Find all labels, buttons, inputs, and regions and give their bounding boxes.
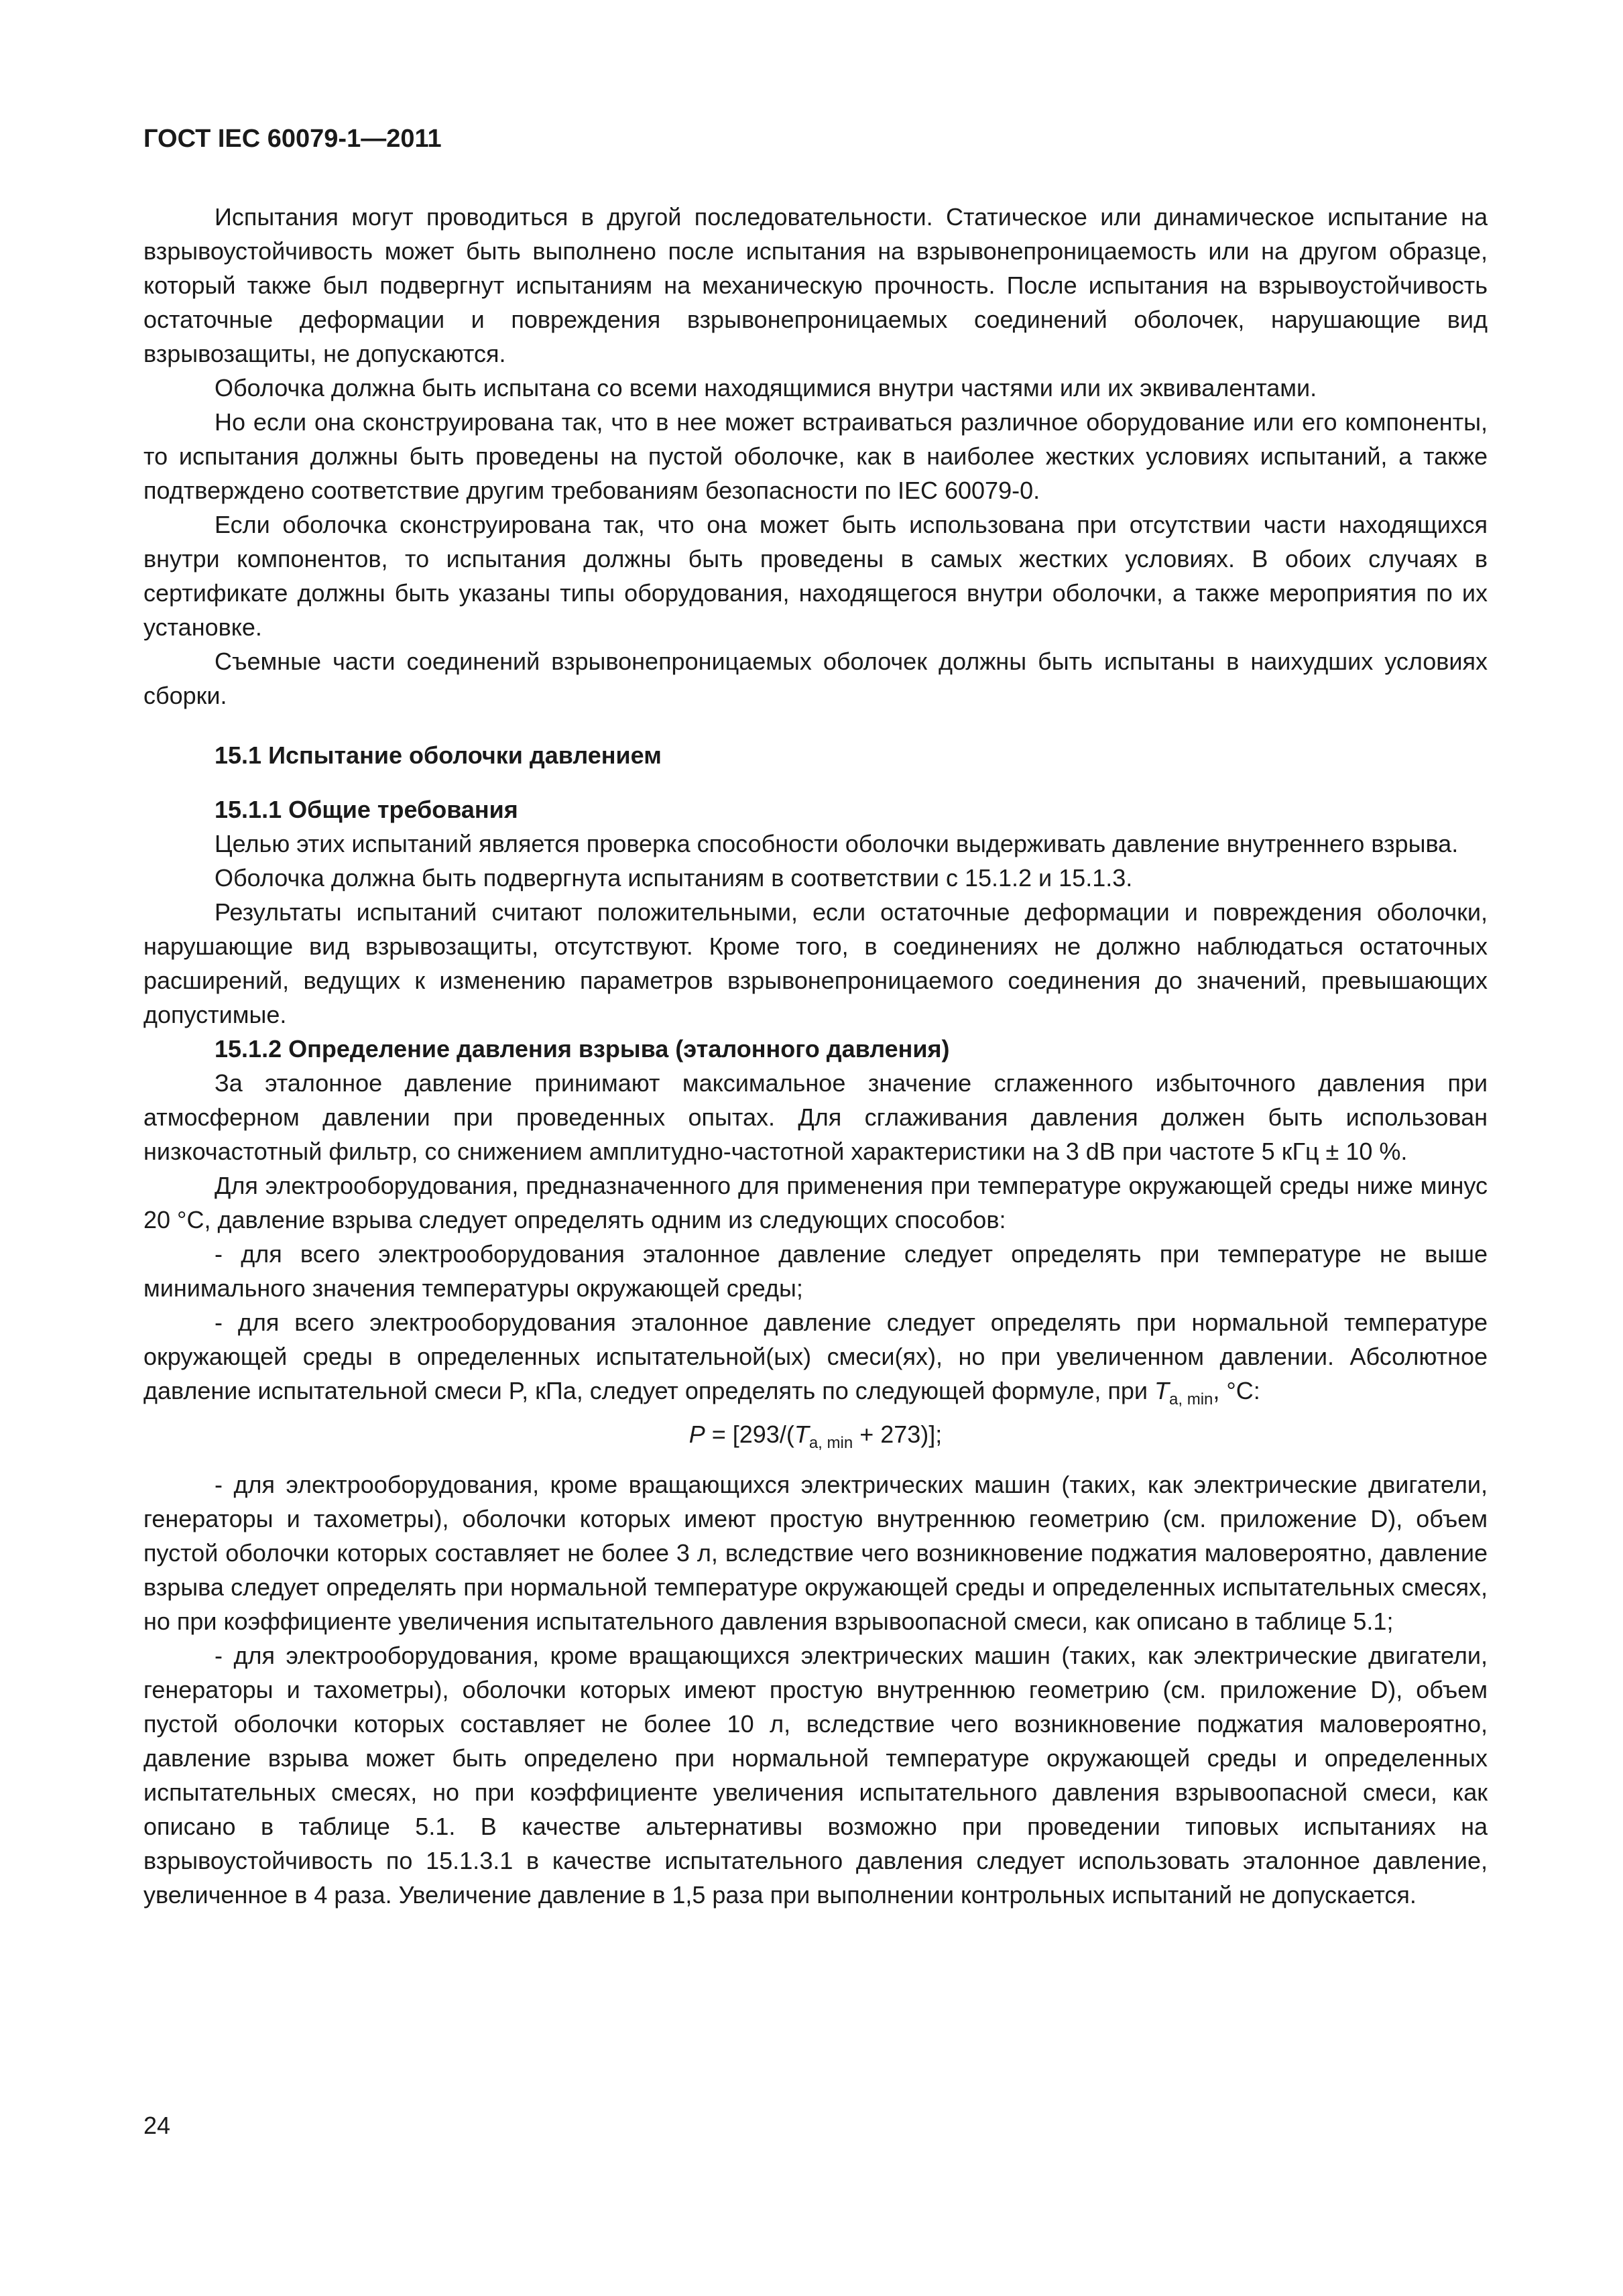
unit-text: , °C: — [1213, 1377, 1260, 1404]
document-header: ГОСТ IEC 60079-1—2011 — [143, 125, 442, 153]
paragraph: Для электрооборудования, предназначенного для применения при температуре окружающей среды ниже минус 20 °C, давление взрыва следует определять одним из следующих способов: — [143, 1172, 1488, 1233]
paragraph: Испытания могут проводиться в другой последовательности. Статическое или динамическое испытание на взрывоустойчивость может быть выполнено после испытания на взрывонепроницаемость или на другом образце, который также был подвергнут испытаниям на механическую прочность. После испытания на взрывоустойчивость остаточные деформации и повреждения взрывонепроницаемых соединений оболочек, нарушающие вид взрывозащиты, не допускаются. — [143, 203, 1488, 367]
paragraph: Съемные части соединений взрывонепроницаемых оболочек должны быть испытаны в наихудших условиях сборки. — [143, 648, 1488, 709]
formula-subscript: a, min — [808, 1434, 853, 1452]
paragraph: Целью этих испытаний является проверка способности оболочки выдерживать давление внутреннего взрыва. — [215, 830, 1459, 857]
paragraph: - для электрооборудования, кроме вращающихся электрических машин (таких, как электрические двигатели, генераторы и тахометры), оболочки которых имеют простую внутреннюю геометрию (см. приложение D), объем пустой оболочки которых составляет не более 3 л, вследствие чего возникновение поджатия маловероятно, давление взрыва следует определять при нормальной температуре окружающей среды и определенных испытательных смесях, но при коэффициенте увеличения испытательного давления взрывоопасной смеси, как описано в таблице 5.1; — [143, 1471, 1488, 1635]
document-body — [143, 200, 1488, 1912]
paragraph: Если оболочка сконструирована так, что она может быть использована при отсутствии части находящихся внутри компонентов, то испытания должны быть проведены в самых жестких условиях. В обоих случаях в сертификате должны быть указаны типы оборудования, находящегося внутри оболочки, а также мероприятия по их установке. — [143, 511, 1488, 641]
section-heading-15-1-2: 15.1.2 Определение давления взрыва (эталонного давления) — [215, 1035, 950, 1063]
formula-variable: T — [794, 1421, 809, 1448]
formula-lhs: P — [688, 1421, 705, 1448]
formula-rhs: + 273)]; — [853, 1421, 943, 1448]
section-heading-15-1-1: 15.1.1 Общие требования — [215, 796, 518, 823]
paragraph: Оболочка должна быть испытана со всеми находящимися внутри частями или их эквивалентами. — [215, 374, 1317, 402]
paragraph: Результаты испытаний считают положительными, если остаточные деформации и повреждения оболочки, нарушающие вид взрывозащиты, отсутствуют. Кроме того, в соединениях не должно наблюдаться остаточных расширений, ведущих к изменению параметров взрывонепроницаемого соединения до значений, превышающих допустимые. — [143, 898, 1488, 1028]
paragraph: - для электрооборудования, кроме вращающихся электрических машин (таких, как электрические двигатели, генераторы и тахометры), оболочки которых имеют простую внутреннюю геометрию (см. приложение D), объем пустой оболочки которых составляет не более 10 л, вследствие чего возникновение поджатия маловероятно, давление взрыва может быть определено при нормальной температуре окружающей среды и определенных испытательных смесях, но при коэффициенте увеличения испытательного давления взрывоопасной смеси, как описано в таблице 5.1. В качестве альтернативы возможно при проведении типовых испытаниях на взрывоустойчивость по 15.1.3.1 в качестве испытательного давления следует использовать эталонное давление, увеличенное в 4 раза. Увеличение давление в 1,5 раза при выполнении контрольных испытаний не допускается. — [143, 1642, 1488, 1909]
page-number: 24 — [143, 2112, 171, 2139]
pressure-formula — [143, 1417, 1488, 1451]
section-heading-15-1: 15.1 Испытание оболочки давлением — [215, 741, 662, 769]
paragraph-text: - для всего электрооборудования эталонное давление следует определять при нормальной температуре окружающей среды в определенных испытательной(ых) смеси(ях), но при увеличенном давлении. Абсолютное давление испытательной смеси P, кПа, следует определять по следующей формуле, при — [143, 1309, 1488, 1404]
paragraph: - для всего электрооборудования эталонное давление следует определять при температуре не выше минимального значения температуры окружающей среды; — [143, 1240, 1488, 1302]
paragraph: Но если она сконструирована так, что в нее может встраиваться различное оборудование или его компоненты, то испытания должны быть проведены на пустой оболочке, как в наиболее жестких условиях испытаний, а также подтверждено соответствие другим требованиям безопасности по IEC 60079-0. — [143, 408, 1488, 504]
subscript: a, min — [1169, 1390, 1213, 1408]
paragraph-absolute-pressure — [143, 1305, 1488, 1408]
paragraph: За эталонное давление принимают максимальное значение сглаженного избыточного давления при атмосферном давлении при проведенных опытах. Для сглаживания давления должен быть использован низкочастотный фильтр, со снижением амплитудно-частотной характеристики на 3 dB при частоте 5 кГц ± 10 %. — [143, 1069, 1488, 1165]
formula-mid: = [293/( — [705, 1421, 794, 1448]
paragraph: Оболочка должна быть подвергнута испытаниям в соответствии с 15.1.2 и 15.1.3. — [215, 864, 1133, 892]
variable-t: T — [1154, 1377, 1170, 1404]
